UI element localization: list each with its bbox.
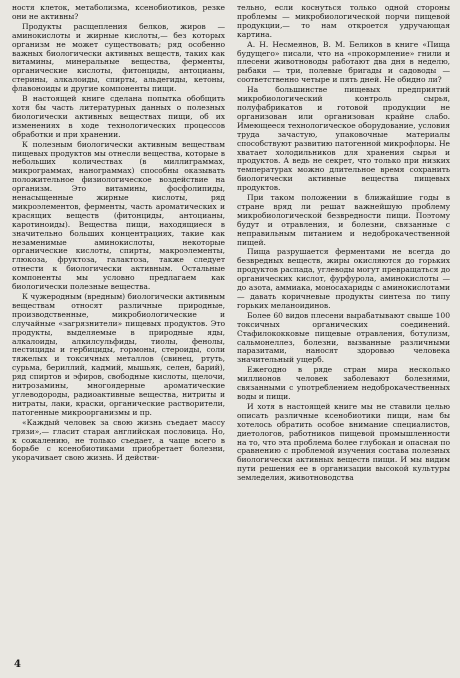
right-paragraph-8: И хотя в настоящей книге мы не ставили целью описать различные ксенобиотики пищи, нам бы хотелось обратить особое внимание специалистов, диетологов, работников пищевой промышленности на то, что эта проблема более глубокая и опасная по сравнению с проблемой изучения состава полезных биологически активных веществ пищи. И мы видим пути решения ее в организации высокой культуры земледелия, животноводства — [237, 401, 450, 483]
right-paragraph-4: При таком положении в ближайшие годы в стране вряд ли решат важнейшую проблему микробиологической безвредности пищи. Поэтому будут и отравления, и болезни, связанные с неправильным питанием и недоброкачественной пищей. — [237, 193, 450, 247]
left-paragraph-1: ностя клеток, метаболизма, ксенобиотиков, резке они не активны? — [12, 4, 225, 21]
left-paragraph-2: Продукты расщепления белков, жиров — аминокислоты и жирные кислоты,— без которых организм не может существовать; ряд особенно важных биологически активных веществ, таких как витамины, минеральные вещества, ферменты, органические кислоты, фитонциды, антоцианы, стерины, алкалоиды, спирты, альдегиды, кетоны, флавоноиды и другие компоненты пищи. — [12, 21, 225, 94]
left-paragraph-6: «Каждый человек за свою жизнь съедает массу грязи»,— гласит старая английская пословица. Но, к сожалению, не только съедает, а чаще всего в борьбе с ксенобиотиками приобретает болезни, укорачивает свою жизнь. И действи- — [12, 417, 225, 463]
left-column — [12, 4, 225, 644]
left-paragraph-3: В настоящей книге сделана попытка обобщить хотя бы часть литературных данных о полезных биологически активных веществах пищи, об их изменениях в ходе технологических процессов обработки и при хранении. — [12, 94, 225, 139]
right-paragraph-5: Пища разрушается ферментами не всегда до безвредных веществ, жиры окисляются до горьких продуктов распада, углеводы могут превращаться до органических кислот, фурфурола, аминокислоты — до азота, аммиака, моносахариды с аминокислотами — давать коричневые продукты синтеза по типу горьких меланоидинов. — [237, 247, 450, 310]
right-paragraph-3: На большинстве пищевых предприятий микробиологический контроль сырья, полуфабрикатов и готовой продукции не организован или организован крайне слабо. Имеющееся технологическое оборудование, условия труда зачастую, упаковочные материалы способствуют развитию патогенной микрофлоры. Не хватает холодильников для хранения сырья и продуктов. А ведь не секрет, что только при низких температурах можно длительное время сохранить биологически активные вещества пищевых продуктов. — [237, 85, 450, 193]
right-paragraph-6: Более 60 видов плесени вырабатывают свыше 100 токсичных органических соединений. Стафилококковые пищевые отравления, ботулизм, сальмонеллез, болезни, вызванные различными паразитами, наносят здоровью человека значительный ущерб. — [237, 310, 450, 365]
right-column — [237, 4, 450, 644]
right-paragraph-1: тельно, если коснуться только одной стороны проблемы — микробиологической порчи пищевой продукции,— то нам откроется удручающая картина. — [237, 4, 450, 39]
page-number: 4 — [14, 659, 21, 670]
left-paragraph-4: К полезным биологически активным веществам пищевых продуктов мы отнесли вещества, которые в небольших количествах (в миллиграммах, микрограммах, нанограммах) способны оказывать положительное физиологическое воздействие на организм. Это витамины, фосфолипиды, ненасыщенные жирные кислоты, ряд микроэлементов, ферменты, часть ароматических и красящих веществ (фитонциды, антоцианы, каротиноиды). Вещества пищи, находящиеся в значительно больших концентрациях, такие как незаменимые аминокислоты, некоторые органические кислоты, спирты, макроэлементы, глюкоза, фруктоза, галактоза, также следует отнести к биологически активным. Остальные компоненты мы условно предлагаем как биологически полезные вещества. — [12, 139, 225, 292]
text-columns — [12, 4, 450, 644]
left-paragraph-5: К чужеродным (вредным) биологически активным веществам относят различные природные, производственные, микробиологические и случайные «загрязнители» пищевых продуктов. Это продукты, выделяемые в природные яды, алкалоиды, алкилсульфиды, тиолы, фенолы, пестициды и гербициды, гормоны, стероиды, соли тяжелых и токсичных металлов (свинец, ртуть, сурьма, бериллий, кадмий, мышьяк, селен, барий), ряд спиртов и эфиров, свободные кислоты, щелочи, нитрозамины, многоядерные ароматические углеводороды, радиоактивные вещества, нитриты и нитраты, лаки, краски, органические растворители, патогенные микроорганизмы и пр. — [12, 292, 225, 417]
right-paragraph-7: Ежегодно в ряде стран мира несколько миллионов человек заболевают болезнями, связанными с употреблением недоброкачественных воды и пищи. — [237, 365, 450, 401]
right-paragraph-2: А. Н. Несмеянов, В. М. Беликов в книге «Пища будущего» писали, что на «прокормление» гнили и плесени животноводы работают два дня в неделю, рыбаки — три, полевые бригады и садоводы — соответственно четыре и пять дней. Не обидно ли? — [237, 39, 450, 85]
